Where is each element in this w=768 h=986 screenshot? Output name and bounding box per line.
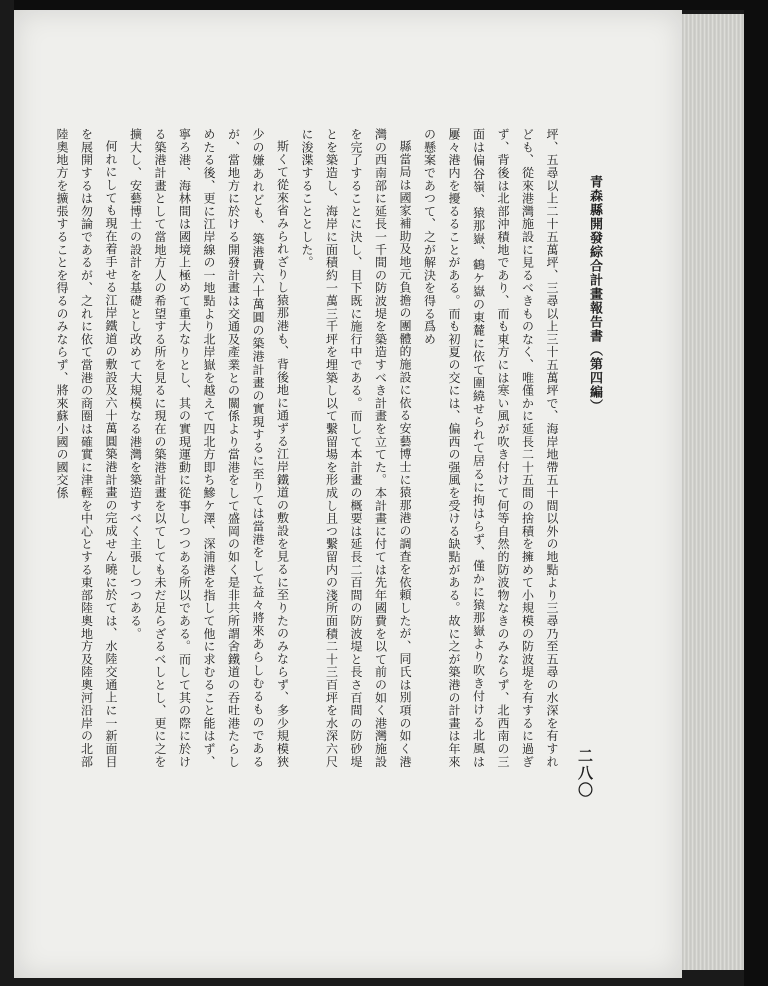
page-number: 二八〇: [576, 748, 594, 799]
body-text: [55, 128, 564, 768]
paragraph: 斯くて從來省みられざりし猿那港も、背後地に通ずる江岸鐵道の敷設を見るに至りたのみならず、多少規模狹少の嫌あれども、築港費六十萬圓の築港計畫の實現するに至りては當港をして益々將來あらしむるものであるが、當地方に於ける開發計畫は交通及產業との關係より當港をして盛岡の如く是非共所謂舍鐵道の吞吐港たらしめたる後、更に江岸線の一地點より北岸嶽を越えて四北方即ち鰺ケ澤、深浦港を指して他に求むること能はず、寧ろ港、海林間は國境上極めて重大なりとし、其の實現運動に從事しつつある所以である。而して其の際に於ける築港計畫として當地方人の希望する所を見るに現在の築港計畫を以てしても未だ足らざるべしとし、更に之を擴大し、安藝博士の設計を基礎とし改めて大規模なる港灣を築造すべく主張しつつある。: [128, 128, 290, 768]
paragraph: 縣當局は國家補助及地元負擔の團體的施設に依る安藝博士に猿那港の調査を依頼したが、同氏は別項の如く港灣の西南部に延長一千間の防波堤を築造すべき計畫を立てた。本計畫に付ては先年國費を以て前の如く港灣施設を完了することに決し、目下既に施行中である。而して本計畫の概要は延長二百間の防波堤と長さ百間の防砂堤とを築造し、海岸に面積約一萬三千坪を埋築し以て繫留場を形成し且つ繫留内の淺所面積二十三百坪を水深六尺に浚渫することとした。: [300, 128, 412, 768]
paragraph: 坪、五尋以上二十五萬坪、三尋以上三十五萬坪で、海岸地帶五十間以外の地點より三尋乃至五尋の水深を有すれども、從來港灣施設に見るべきものなく、唯僅かに延長二十五間の捨積を擁めて小規模の防波堤を有するに過ぎず、背後は北部沖積地であり、而も東方には寒い風が吹き付けて何等自然的防波物なきのみならず、北西南の三面は偏谷嶺、猿那嶽、鶴ケ嶽の東麓に依て圍繞せられて居るに拘はらず、僅かに猿那嶽より吹き付ける北風は屢々港内を擾るることがある。而も初夏の交には、偏西の强風を受ける缺點がある。故に之が築港の計畫は年來の懸案であつて、之が解決を得る爲め: [422, 128, 559, 768]
scan-border-right: [744, 0, 768, 986]
paragraph: 何れにしても現在着手せる江岸鐵道の敷設及六十萬圓築港計畫の完成せん曉に於ては、水陸交通上に一新面目を展開するは勿論であるが、之れに依て當港の商圈は確實に津輕を中心とする東部陸奧地方及陸奧河沿岸の北部陸奧地方を擴張することを得るのみならず、將來蘇小國の國交係: [55, 128, 118, 768]
page-edge-stack: [682, 14, 744, 970]
scan-border-left: [0, 0, 14, 986]
scan-border-top: [0, 0, 768, 10]
running-head: 青森縣開發綜合計畫報告書（第四編）: [587, 175, 602, 413]
